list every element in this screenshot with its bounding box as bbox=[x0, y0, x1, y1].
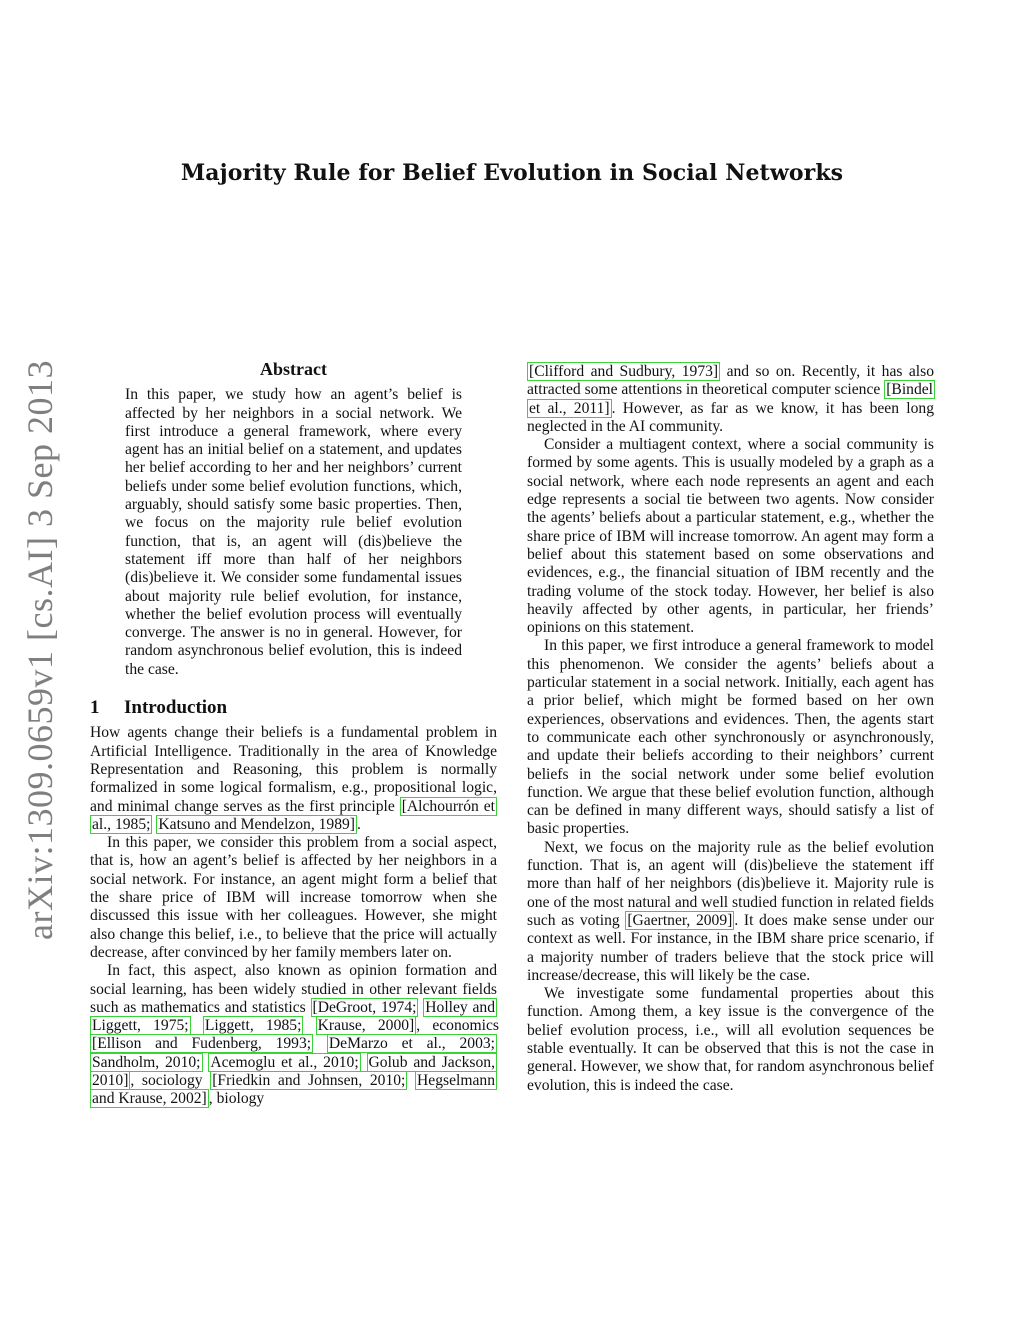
citation-link[interactable]: [Bindel et al., 2011] bbox=[529, 381, 933, 417]
citation-link[interactable]: Liggett, 1985; bbox=[204, 1017, 302, 1035]
abstract-heading: Abstract bbox=[260, 359, 327, 379]
arxiv-stamp bbox=[10, 360, 70, 940]
citation-link[interactable]: DeMarzo et al., 2003; bbox=[328, 1035, 495, 1053]
citation-link[interactable]: Sandholm, 2010; bbox=[92, 1053, 201, 1071]
intro-paragraph-1: How agents change their beliefs is a fundamental problem in Artificial Intelligence. Traditionally in the area of Knowledge Representation and Reasoning, this problem is normally formalized in some logical formalism, e.g., propositional logic, and minimal change serves as the first principle [Alchourrón et al., 1985; Katsuno and Mendelzon, 1989] . bbox=[90, 724, 497, 833]
intro-paragraph-3-cont: [Clifford and Sudbury, 1973] and so on. Recently, it has also attracted some attentions in theoretical computer science [Bindel et al., 2011] . However, as far as we know, it has been long neglected in the AI community. bbox=[527, 363, 934, 435]
intro-paragraph-3: In fact, this aspect, also known as opinion formation and social learning, has been widely studied in other relevant fields such as mathematics and statistics [DeGroot, 1974; Holley and Liggett, 1975; Liggett, 1985; Krause, 2000] , economics [Ellison and Fudenberg, 1993; DeMarzo et al., 2003; Sandholm, 2010; Acemoglu et al., 2010; Golub and Jackson, 2010] , sociology [Friedkin and Johnsen, 2010; Hegselmann and Krause, 2002] , biology bbox=[90, 962, 500, 1108]
citation-link[interactable]: [Ellison and Fudenberg, 1993; bbox=[92, 1035, 312, 1053]
citation-link[interactable]: [Gaertner, 2009] bbox=[627, 911, 733, 929]
section-heading bbox=[90, 699, 497, 717]
citation-link[interactable]: Katsuno and Mendelzon, 1989] bbox=[158, 815, 356, 833]
left-column bbox=[90, 359, 500, 1109]
intro-paragraph-2: In this paper, we consider this problem from a social aspect, that is, how an agent’s belief is affected by her neighbors in a social network. For instance, an agent might form a belief that the share price of IBM will increase tomorrow when she discussed this issue with her colleagues. However, she might also change this belief, i.e., to believe that the price will actually decrease, after convinced by her family members later on. bbox=[90, 834, 497, 961]
paper-title: Majority Rule for Belief Evolution in Social Networks bbox=[180, 160, 844, 186]
intro-paragraph-7: We investigate some fundamental properties about this function. Among them, a key issue is the convergence of the belief evolution process, i.e., will all evolution sequences be stable eventually. It can be observed that this is not the case in general. However, we show that, for random asynchronous belief evolution, this is indeed the case. bbox=[527, 985, 934, 1094]
intro-paragraph-6: Next, we focus on the majority rule as the belief evolution function. That is, an agent will (dis)believe the statement iff more than half of her neighbors (dis)believe it. Majority rule is one of the most natural and well studied function in related fields such as voting [Gaertner, 2009] . It does make sense under our context as well. For instance, in the IBM share price scenario, if a majority number of traders believe that the stock price will increase/decrease, this will likely be the case. bbox=[527, 838, 934, 984]
citation-link[interactable]: Golub and Jackson, 2010] bbox=[92, 1053, 495, 1089]
intro-paragraph-5: In this paper, we first introduce a general framework to model this phenomenon. We consider the agents’ beliefs about a particular statement in a social network. Initially, each agent has a prior belief, which might be formed based on her own experiences, observations and evidences. Then, the agents start to communicate each other synchronously or asynchronously, and update their beliefs according to their neighbors’ current beliefs in the social network under some belief evolution function. We argue that these belief evolution function, although can be defined in many different ways, should satisfy a list of basic properties. bbox=[527, 637, 934, 838]
citation-link[interactable]: [Alchourrón et al., 1985; bbox=[92, 797, 495, 833]
abstract-text: In this paper, we study how an agent’s belief is affected by her neighbors in a social network. We first introduce a general framework, where every agent has an initial belief on a statement, and updates her belief according to her and her neighbors’ current beliefs under some belief evolution functions, which, arguably, should satisfy some basic properties. Then, we focus on the majority rule belief evolution function, that is, an agent will (dis)believe the statement iff more than half of her neighbors (dis)believe it. We consider some fundamental issues about majority rule belief evolution, for instance, whether the belief evolution process will eventually converge. The answer is no in general. However, for random asynchronous belief evolution, this is indeed the case. bbox=[125, 386, 462, 678]
citation-link[interactable]: [Friedkin and Johnsen, 2010; bbox=[212, 1071, 406, 1089]
section-title: Introduction bbox=[124, 697, 228, 719]
citation-link[interactable]: Krause, 2000] bbox=[317, 1017, 415, 1035]
citation-link[interactable]: Acemoglu et al., 2010; bbox=[210, 1053, 359, 1071]
right-column bbox=[527, 363, 934, 1095]
citation-link[interactable]: Hegselmann and Krause, 2002] bbox=[92, 1071, 495, 1108]
section-number: 1 bbox=[90, 697, 100, 719]
citation-link[interactable]: Holley and Liggett, 1975; bbox=[92, 998, 496, 1035]
citation-link[interactable]: [Clifford and Sudbury, 1973] bbox=[529, 363, 719, 380]
arxiv-id: arXiv:1309.0659v1 [cs.AI] 3 Sep 2013 bbox=[20, 360, 61, 940]
intro-paragraph-4: Consider a multiagent context, where a social community is formed by some agents. This is usually modeled by a graph as a social network, where each node represents an agent and each edge represents a social tie between two agents. Now consider the agents’ beliefs about a particular statement, e.g., whether the share price of IBM will increase tomorrow. An agent may form a belief about this statement based on some observations and evidences, e.g., the financial situation of IBM recently and the trading volume of the stock today. However, her belief is also heavily affected by other agents, in particular, her friends’ opinions on this statement. bbox=[527, 436, 934, 637]
citation-link[interactable]: [DeGroot, 1974; bbox=[312, 998, 417, 1016]
abstract bbox=[125, 360, 462, 679]
